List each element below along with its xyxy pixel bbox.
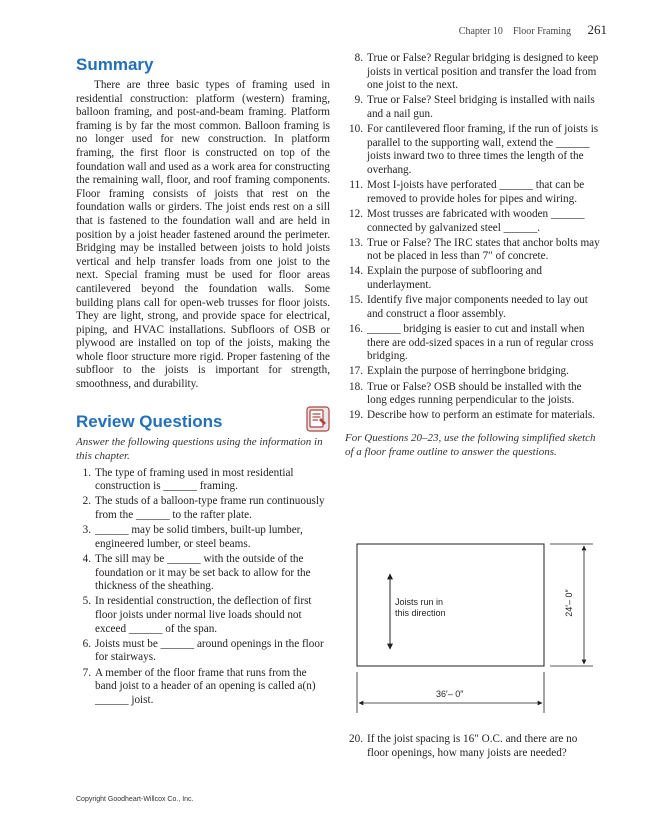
question-item	[76, 595, 330, 636]
question-item	[76, 553, 330, 594]
summary-paragraph: There are three basic types of framing used in residential construction: platform (western) framing, balloon framing, and post-and-beam framing. Platform framing is by far the most common. Balloon framing is no longer used for new construction. In platform framing, the first floor is constructed on top of the foundation wall and used as a work area for constructing the remaining wall, floor, and roof framing components. Floor framing consists of joists that rest on the foundation walls or girders. The joist ends rest on a sill that is fastened to the foundation wall and are held in position by a joist header fastened around the perimeter. Bridging may be installed between joists to hold joists vertical and help transfer loads from one joist to the next. Special framing must be used for floor areas cantilevered beyond the foundation walls. Some building plans call for open-web trusses for floor joists. They are light, strong, and provide space for electrical, piping, and HVAC installations. Subfloors of OSB or plywood are installed on top of the joists, making the whole floor structure more rigid. Proper fastening of the subfloor to the joists is important for strength, smoothness, and durability.	[76, 79, 330, 391]
question-text: ______ may be solid timbers, built-up lumber, engineered lumber, or steel beams.	[95, 524, 303, 550]
question-item	[76, 495, 330, 522]
height-dimension-label: 24′– 0″	[564, 589, 574, 617]
question-text: Explain the purpose of subflooring and underlayment.	[367, 265, 542, 292]
question-text: The sill may be ______ with the outside of the foundation or it may be set back to allow for the thickness of the sheathing.	[95, 553, 311, 593]
question-text: A member of the floor frame that runs from the band joist to a header of an opening is called a(n) ______ joist.	[95, 666, 316, 706]
review-instructions: Answer the following questions using the information in this chapter.	[76, 435, 323, 462]
question-text: The studs of a balloon-type frame run continuously from the ______ to the rafter plate.	[95, 495, 325, 522]
question-text: Identify five major components needed to lay out and construct a floor assembly.	[367, 294, 588, 320]
question-number: 1.	[82, 466, 91, 479]
question-text: In residential construction, the deflection of first floor joists under normal live loads should not exceed ______ of the span.	[95, 595, 312, 635]
workbook-icon[interactable]	[306, 406, 330, 432]
question-item	[345, 733, 601, 760]
question-number: 12.	[349, 207, 363, 220]
question-text: If the joist spacing is 16″ O.C. and there are no floor openings, how many joists are needed?	[367, 733, 578, 759]
question-item	[76, 524, 330, 551]
running-header	[459, 22, 607, 38]
question-number: 4.	[82, 553, 91, 565]
question-item	[345, 52, 601, 93]
question-number: 19.	[349, 409, 363, 422]
review-questions-header	[76, 409, 330, 435]
question-item	[76, 467, 330, 494]
question-number: 11.	[349, 179, 363, 192]
question-number: 9.	[354, 94, 363, 107]
question-text: True or False? Regular bridging is designed to keep joists in vertical position and transfer the load from one joist to the next.	[367, 52, 599, 92]
question-item	[76, 667, 330, 708]
chapter-label: Chapter 10	[458, 26, 503, 37]
question-text: Explain the purpose of herringbone bridging.	[367, 365, 569, 378]
question-text: Most I-joists have perforated ______ that can be removed to provide holes for pipes and wiring.	[367, 179, 585, 205]
question-text: Describe how to perform an estimate for materials.	[367, 409, 596, 422]
review-questions-heading: Review Questions	[76, 411, 223, 431]
question-number: 13.	[349, 236, 363, 249]
question-item	[345, 123, 601, 177]
question-item	[345, 237, 601, 264]
question-number: 17.	[349, 365, 363, 378]
question-20-block	[345, 733, 601, 762]
question-number: 6.	[82, 637, 91, 650]
joist-direction-label-line2: this direction	[395, 608, 446, 618]
question-list-bottom	[345, 733, 601, 760]
question-item	[345, 365, 601, 379]
question-text: Most trusses are fabricated with wooden ______ connected by galvanized steel ______.	[367, 207, 585, 234]
floor-frame-sketch	[345, 532, 607, 722]
copyright-footer: Copyright Goodheart-Willcox Co., Inc.	[76, 796, 194, 803]
question-number: 18.	[349, 380, 363, 393]
question-item	[345, 208, 601, 235]
question-text: True or False? The IRC states that anchor bolts may not be placed in less than 7″ of concrete.	[367, 236, 600, 263]
question-list-left	[76, 467, 330, 708]
joist-direction-label-line1: Joists run in	[395, 597, 444, 607]
question-item	[345, 94, 601, 121]
question-number: 15.	[349, 294, 363, 307]
question-text: True or False? OSB should be installed with the long edges running perpendicular to the joists.	[367, 380, 582, 407]
width-dimension-label: 36′– 0″	[436, 689, 464, 699]
question-number: 20.	[349, 733, 363, 745]
floor-frame-svg	[345, 532, 607, 722]
chapter-title: Floor Framing	[512, 26, 571, 37]
page-number: 261	[587, 22, 607, 37]
question-number: 3.	[82, 524, 91, 537]
question-number: 5.	[82, 595, 91, 608]
left-column	[76, 52, 330, 709]
question-item	[76, 638, 330, 665]
question-number: 2.	[82, 495, 91, 508]
question-item	[345, 179, 601, 206]
question-list-right	[345, 52, 601, 423]
question-number: 10.	[349, 123, 363, 136]
question-text: True or False? Steel bridging is installed with nails and a nail gun.	[367, 94, 595, 120]
question-text: ______ bridging is easier to cut and install when there are odd-sized spaces in a run of regular cross bridging.	[367, 323, 594, 363]
question-item	[345, 409, 601, 423]
question-item	[345, 294, 601, 321]
question-item	[345, 323, 601, 364]
question-item	[345, 265, 601, 292]
summary-heading: Summary	[76, 55, 154, 74]
question-number: 14.	[349, 265, 363, 278]
question-text: For cantilevered floor framing, if the run of joists is parallel to the supporting wall, extend the ______ joists inward two to three times the length of the overhang.	[367, 123, 599, 176]
right-column	[345, 52, 601, 459]
question-text: The type of framing used in most residential construction is ______ framing.	[95, 466, 294, 493]
sketch-instructions: For Questions 20–23, use the following simplified sketch of a floor frame outline to answer the questions.	[345, 431, 596, 458]
question-number: 16.	[349, 323, 363, 336]
question-number: 8.	[354, 52, 363, 64]
question-number: 7.	[82, 666, 91, 679]
question-item	[345, 381, 601, 408]
question-text: Joists must be ______ around openings in the floor for stairways.	[95, 637, 324, 664]
floor-outline	[357, 544, 544, 666]
